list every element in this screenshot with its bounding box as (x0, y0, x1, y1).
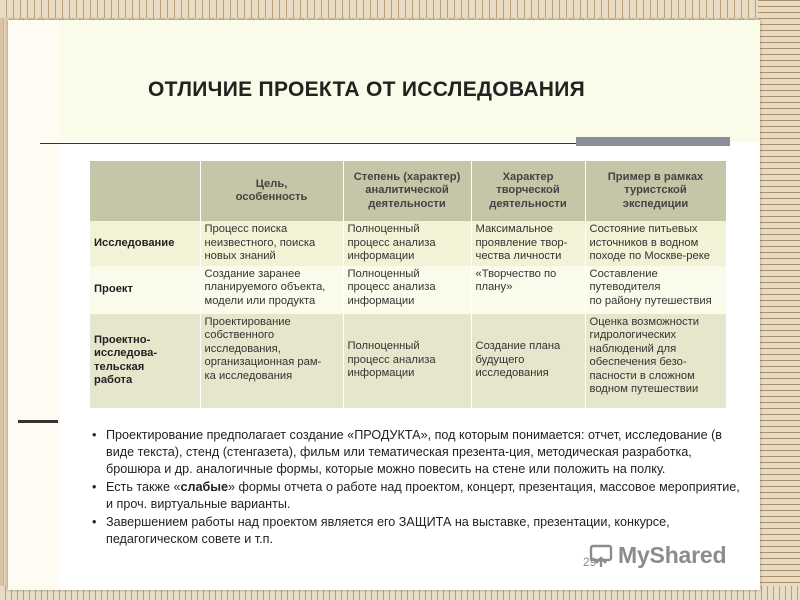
bullet-text: » формы отчета о работе над проектом, концерт, презентация, массовое мероприятие, и проч. виртуальные варианты. (106, 480, 740, 511)
slide-title: ОТЛИЧИЕ ПРОЕКТА ОТ ИССЛЕДОВАНИЯ (148, 78, 586, 101)
bullet-list (90, 427, 750, 549)
bullet-dot: • (92, 480, 97, 494)
slide (8, 20, 760, 590)
bullet-item (90, 479, 750, 513)
bullet-text: Проектирование предполагает создание «ПРОДУКТА», под которым понимается: отчет, исследование (в виде текста), стенд (стенгазета), фильм или тематическая презента-ция, методическая разработка, брошюра и др. аналогичные формы, которые можно повесить на стене или положить на полку. (106, 428, 722, 476)
table-row (90, 314, 726, 408)
table-header-cell: Пример в рамках туристской экспедиции (585, 161, 726, 221)
table-cell: Проектирование собственного исследования, организационная рам- ка исследования (200, 314, 343, 408)
row-label: Проектно- исследова- тельская работа (90, 314, 200, 408)
table-header-row (90, 161, 726, 221)
table-cell: Составление путеводителя по району путешествия (585, 266, 726, 314)
table-cell: Состояние питьевых источников в водном походе по Москве-реке (585, 221, 726, 266)
table-cell: Оценка возможности гидрологических наблюдений для обеспечения безо- пасности в сложном водном путешествии (585, 314, 726, 408)
watermark (588, 542, 726, 569)
bullet-dot: • (92, 428, 97, 442)
table-header-cell (90, 161, 200, 221)
slide-number: 29 (583, 555, 597, 569)
table-cell: Полноценный процесс анализа информации (343, 266, 471, 314)
row-label: Проект (90, 266, 200, 314)
table-header-cell: Характер творческой деятельности (471, 161, 585, 221)
bullet-text: Завершением работы над проектом является его ЗАЩИТА на выставке, презентации, конкурсе, педагогическом совете и т.п. (106, 515, 670, 546)
table-header-cell: Цель, особенность (200, 161, 343, 221)
comparison-table (90, 161, 727, 408)
table-cell: Создание заранее планируемого объекта, модели или продукта (200, 266, 343, 314)
table-cell: Полноценный процесс анализа информации (343, 314, 471, 408)
table-cell: Процесс поиска неизвестного, поиска новых знаний (200, 221, 343, 266)
bullet-item (90, 427, 750, 478)
table-cell: Полноценный процесс анализа информации (343, 221, 471, 266)
bullet-dot: • (92, 515, 97, 529)
bullet-text: Есть также « (106, 480, 181, 494)
slide-left-band (8, 20, 60, 590)
table-header-cell: Степень (характер) аналитической деятельности (343, 161, 471, 221)
table-row (90, 221, 726, 266)
table-cell: «Творчество по плану» (471, 266, 585, 314)
row-label: Исследование (90, 221, 200, 266)
watermark-text: MyShared (618, 542, 727, 568)
ruler-top (0, 0, 800, 18)
table-cell: Создание плана будущего исследования (471, 314, 585, 408)
table-cell: Максимальное проявление твор- чества личности (471, 221, 585, 266)
accent-bar (576, 137, 730, 146)
bullet-bold-text: слабые (180, 480, 229, 494)
table-row (90, 266, 726, 314)
ruler-right (758, 0, 800, 600)
left-accent-line (18, 420, 58, 423)
